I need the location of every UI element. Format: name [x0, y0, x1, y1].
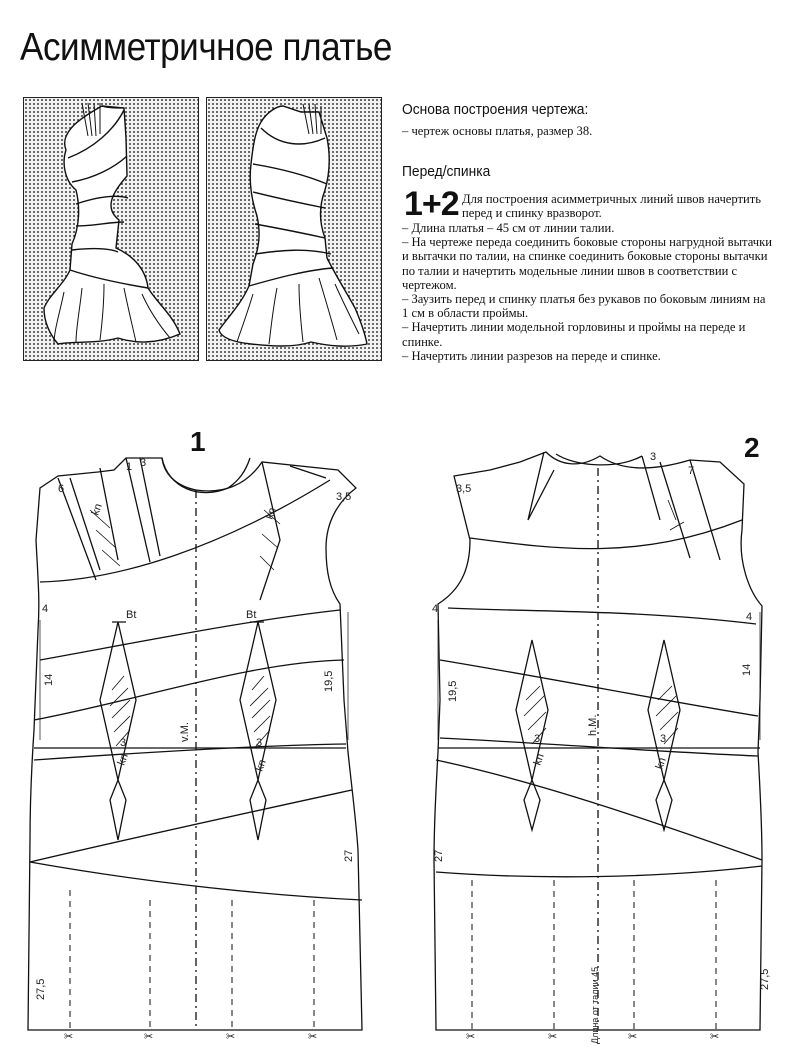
label-front-3-top: 3 [140, 457, 147, 469]
label-back-dart-3: 3 [534, 733, 541, 745]
label-front-vm: v.M. [179, 722, 191, 742]
page-title: Асимметричное платье [20, 26, 392, 69]
scissors-icon: ✂ [466, 1030, 476, 1043]
label-back-14: 14 [741, 663, 753, 676]
front-outline [28, 458, 362, 1030]
label-front-bt: Bt [246, 609, 257, 621]
step-text: Для построения асимметричных линий швов начертить перед и спинку вразворот. [462, 192, 762, 221]
instruction-item: – Начертить линии разрезов на переде и спинке. [402, 348, 661, 363]
scissors-icon: ✂ [710, 1030, 720, 1043]
label-back-27: 27 [433, 849, 445, 862]
label-back-dart-3: 3 [660, 733, 667, 745]
instruction-item: – На чертеже переда соединить боковые стороны нагрудной вытачки и вытачки по талии, на спинке соединить боковые стороны вытачки по талии и начертить модельные линии швов в соответствии с чертежом. [402, 235, 772, 292]
instruction-item: – Длина платья – 45 см от линии талии. [402, 221, 615, 235]
scissors-icon: ✂ [64, 1030, 74, 1043]
label-back-7: 7 [688, 465, 695, 477]
instruction-item: – Заузить перед и спинку платья без рукавов по боковым линиям на 1 см в области проймы. [402, 292, 766, 321]
label-front-1: 1 [126, 461, 133, 473]
scissors-icon: ✂ [144, 1030, 154, 1043]
label-front-dart-3: 3 [120, 737, 127, 749]
label-back-19-5: 19,5 [447, 680, 459, 702]
construction-heading: Основа построения чертежа: [402, 101, 589, 118]
label-back-4: 4 [432, 603, 439, 615]
label-back-kn: kn [531, 751, 547, 768]
label-back-3-5: 3,5 [456, 483, 472, 495]
step-number: 1+2 [404, 185, 459, 223]
front-back-heading: Перед/спинка [402, 163, 491, 180]
label-back-27-5: 27,5 [759, 968, 771, 990]
scissors-icon: ✂ [548, 1030, 558, 1043]
label-front-kn: kn [253, 757, 269, 774]
label-front-3-5: 3,5 [336, 491, 352, 503]
label-front-kn: kn [263, 505, 279, 522]
label-front-19-5: 19,5 [323, 670, 335, 692]
label-front-4: 4 [42, 603, 49, 615]
label-back-3-top: 3 [650, 451, 657, 463]
label-front-kn: kn [89, 501, 105, 518]
scissors-icon: ✂ [308, 1030, 318, 1043]
label-front-6: 6 [58, 483, 65, 495]
label-front-14: 14 [43, 673, 55, 686]
label-front-kn: kn [115, 751, 131, 768]
pattern-back-number: 2 [744, 432, 760, 463]
pattern-front-number: 1 [190, 426, 206, 457]
label-front-dart-3: 3 [256, 737, 263, 749]
label-front-bt: Bt [126, 609, 137, 621]
label-front-27-5: 27,5 [35, 978, 47, 1000]
scissors-icon: ✂ [628, 1030, 638, 1043]
instruction-item: – Начертить линии модельной горловины и проймы на переде и спинке. [402, 320, 746, 349]
label-back-hm: h.M. [587, 714, 599, 736]
construction-line: – чертеж основы платья, размер 38. [402, 124, 593, 138]
label-back-kn: kn [653, 755, 669, 772]
label-front-27: 27 [343, 849, 355, 862]
label-back-length-note: Длина от талии 45 [590, 966, 600, 1044]
label-back-4: 4 [746, 611, 753, 623]
scissors-icon: ✂ [226, 1030, 236, 1043]
